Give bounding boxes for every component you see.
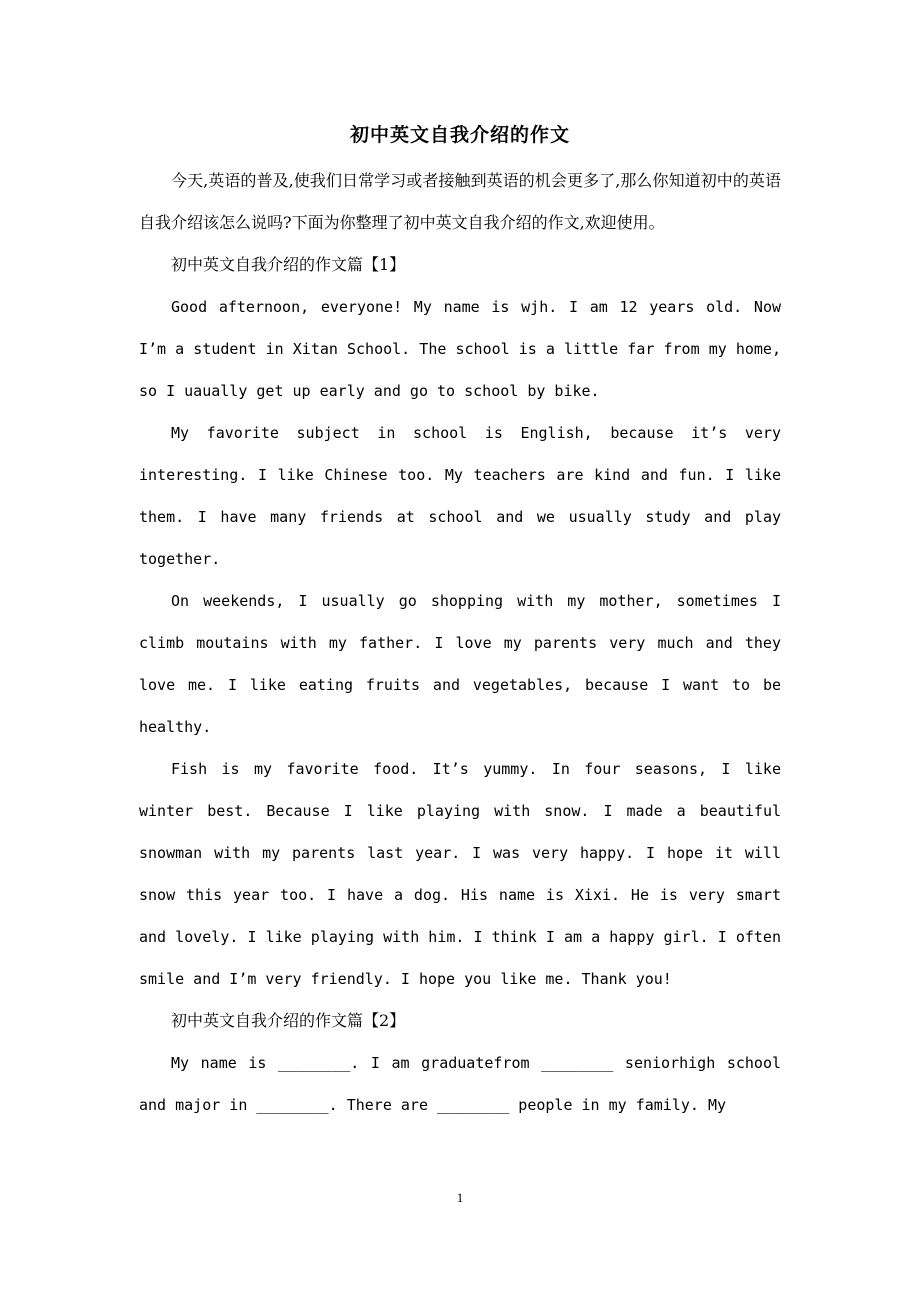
document-page bbox=[139, 118, 781, 1126]
page-number: 1 bbox=[456, 1190, 464, 1205]
essay2-paragraph-1: My name is ________. I am graduatefrom ________ seniorhigh school and major in ________. There are ________ people in my family. My bbox=[139, 1054, 781, 1114]
essay1-paragraph-2: My favorite subject in school is English, because it’s very interesting. I like Chinese too. My teachers are kind and fun. I like them. I have many friends at school and we usually study and play together. bbox=[139, 424, 781, 568]
section-heading-1: 初中英文自我介绍的作文篇【1】 bbox=[171, 255, 406, 274]
essay1-paragraph-4: Fish is my favorite food. It’s yummy. In four seasons, I like winter best. Because I like playing with snow. I made a beautiful snowman with my parents last year. I was very happy. I hope it will snow this year too. I have a dog. His name is Xixi. He is very smart and lovely. I like playing with him. I think I am a happy girl. I often smile and I’m very friendly. I hope you like me. Thank you! bbox=[139, 760, 781, 988]
intro-paragraph: 今天,英语的普及,使我们日常学习或者接触到英语的机会更多了,那么你知道初中的英语自我介绍该怎么说吗?下面为你整理了初中英文自我介绍的作文,欢迎使用。 bbox=[139, 171, 781, 232]
essay1-paragraph-1: Good afternoon, everyone! My name is wjh. I am 12 years old. Now I’m a student in Xitan School. The school is a little far from my home, so I uaually get up early and go to school by bike. bbox=[139, 298, 781, 400]
section-heading-2: 初中英文自我介绍的作文篇【2】 bbox=[171, 1011, 406, 1030]
essay1-paragraph-3: On weekends, I usually go shopping with my mother, sometimes I climb moutains with my father. I love my parents very much and they love me. I like eating fruits and vegetables, because I want to be healthy. bbox=[139, 592, 781, 736]
document-title: 初中英文自我介绍的作文 bbox=[349, 124, 570, 146]
